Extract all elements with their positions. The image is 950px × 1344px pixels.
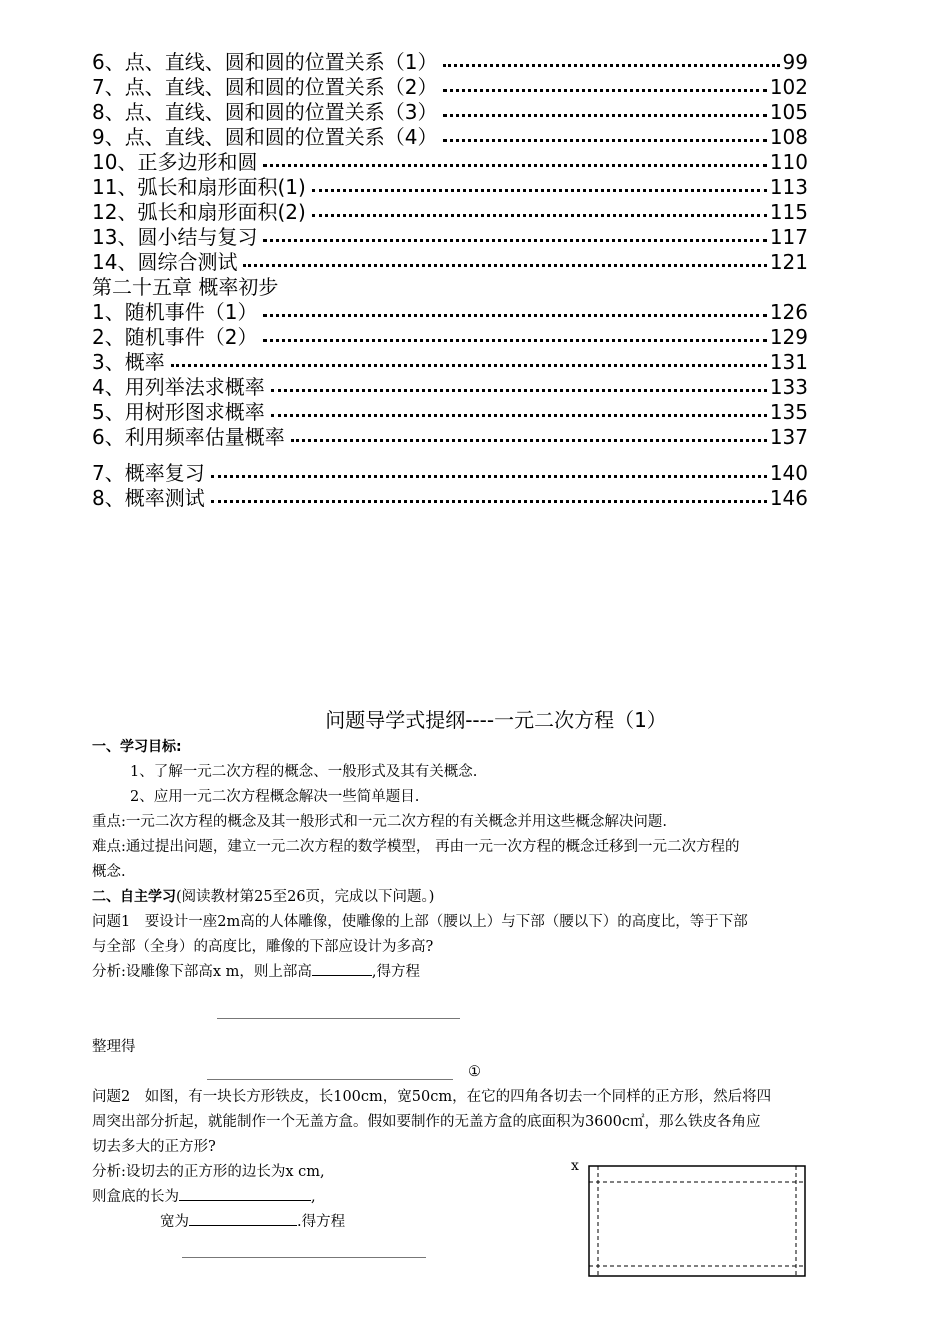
toc-row (92, 486, 808, 511)
width-suffix: .得方程 (297, 1214, 346, 1230)
toc-row (92, 50, 808, 75)
toc-page-number: 117 (769, 225, 808, 249)
toc-row (92, 325, 808, 350)
toc-entry-title: 14、圆综合测试 (92, 250, 238, 274)
toc-page-number: 99 (782, 50, 808, 74)
toc-page-number: 131 (769, 350, 808, 374)
toc-entry-title: 9、点、直线、圆和圆的位置关系（4） (92, 125, 438, 149)
toc-row (92, 125, 808, 150)
toc-page-number: 121 (769, 250, 808, 274)
toc-leader-dots (243, 264, 766, 267)
arrange-label: 整理得 (92, 1039, 136, 1055)
toc-page-number: 115 (769, 200, 808, 224)
toc-leader-dots (211, 475, 767, 478)
chapter-heading: 第二十五章 概率初步 (92, 275, 279, 299)
toc-row (92, 75, 808, 100)
toc-row (92, 250, 808, 275)
toc-leader-dots (443, 89, 766, 92)
self-study-row (92, 885, 860, 910)
toc-leader-dots (263, 164, 766, 167)
toc-page-number: 133 (769, 375, 808, 399)
toc-row (92, 461, 808, 486)
toc-page-number: 108 (769, 125, 808, 149)
question-2-line-2: 周突出部分折起，就能制作一个无盖方盒。假如要制作的无盖方盒的底面积为3600c㎡，那么铁皮各角应 (92, 1114, 761, 1130)
toc-entry-title: 7、点、直线、圆和圆的位置关系（2） (92, 75, 438, 99)
toc-leader-dots (171, 364, 767, 367)
q2-equation-blank[interactable] (182, 1257, 426, 1258)
goals-heading: 一、学习目标: (92, 739, 182, 755)
toc-row (92, 300, 808, 325)
toc-leader-dots (263, 239, 766, 242)
toc-page-number: 102 (769, 75, 808, 99)
toc-row (92, 225, 808, 250)
key-point: 重点:一元二次方程的概念及其一般形式和一元二次方程的有关概念并用这些概念解决问题. (92, 814, 667, 830)
toc-rows-circle (92, 50, 808, 275)
equation-blank[interactable] (217, 1018, 460, 1019)
toc-leader-dots (312, 189, 767, 192)
toc-leader-dots (443, 139, 766, 142)
toc-row (92, 175, 808, 200)
toc-entry-title: 13、圆小结与复习 (92, 225, 258, 249)
toc-entry-title: 3、概率 (92, 350, 165, 374)
toc-entry-title: 7、概率复习 (92, 461, 205, 485)
toc-entry-title: 4、用列举法求概率 (92, 375, 265, 399)
toc-leader-dots (271, 389, 767, 392)
width-blank[interactable] (189, 1211, 297, 1226)
question-2-analysis: 分析:设切去的正方形的边长为x cm, (92, 1164, 325, 1180)
toc-page-number: 135 (769, 400, 808, 424)
upper-height-blank[interactable] (312, 961, 372, 976)
question-1-line-1: 问题1 要设计一座2m高的人体雕像，使雕像的上部（腰以上）与下部（腰以下）的高度比，等于下部 (92, 914, 748, 930)
question-1-line-2: 与全部（全身）的高度比，雕像的下部应设计为多高? (92, 939, 434, 955)
sheet-diagram (588, 1165, 806, 1277)
toc-entry-title: 6、点、直线、圆和圆的位置关系（1） (92, 50, 438, 74)
goal-2: 2、应用一元二次方程概念解决一些简单题目. (130, 789, 420, 805)
toc-entry-title: 6、利用频率估量概率 (92, 425, 285, 449)
toc-entry-title: 5、用树形图求概率 (92, 400, 265, 424)
length-suffix: , (311, 1189, 316, 1205)
question-2-line-1: 问题2 如图，有一块长方形铁皮，长100cm，宽50cm，在它的四角各切去一个同样的正方形，然后将四 (92, 1089, 772, 1105)
equation-number: ① (468, 1064, 481, 1080)
toc-entry-title: 2、随机事件（2） (92, 325, 258, 349)
toc-entry-title: 10、正多边形和圆 (92, 150, 258, 174)
toc-leader-dots (443, 114, 766, 117)
toc-entry-title: 11、弧长和扇形面积(1) (92, 175, 306, 199)
toc-row (92, 400, 808, 425)
toc-row (92, 375, 808, 400)
arranged-equation-row (92, 1060, 860, 1085)
toc-leader-dots (263, 339, 766, 342)
question-1-analysis (92, 960, 860, 985)
q1-analysis-text-b: ,得方程 (371, 964, 421, 980)
toc-leader-dots (263, 314, 766, 317)
toc-page-number: 146 (769, 486, 808, 510)
length-blank[interactable] (179, 1186, 311, 1201)
toc-page-number: 113 (769, 175, 808, 199)
equation-blank-row (92, 985, 860, 1035)
width-label: 宽为 (160, 1214, 189, 1230)
lesson-title: 问题导学式提纲----一元二次方程（1） (325, 708, 667, 732)
toc-row (92, 150, 808, 175)
toc-page-number: 140 (769, 461, 808, 485)
toc-row (92, 100, 808, 125)
toc-page-number: 129 (769, 325, 808, 349)
toc-leader-dots (443, 64, 779, 67)
toc-page-number: 110 (769, 150, 808, 174)
figure-x-label: x (571, 1158, 579, 1174)
q1-analysis-text: 分析:设雕像下部高x m，则上部高 (92, 964, 312, 980)
toc-page-number: 137 (769, 425, 808, 449)
difficulty-line-2: 概念. (92, 864, 126, 880)
self-study-note: (阅读教材第25至26页，完成以下问题。) (176, 889, 435, 905)
toc-row (92, 200, 808, 225)
table-of-contents (92, 50, 808, 511)
goal-1: 1、了解一元二次方程的概念、一般形式及其有关概念. (130, 764, 478, 780)
toc-row (92, 425, 808, 450)
length-label: 则盒底的长为 (92, 1189, 179, 1205)
toc-rows-probability (92, 300, 808, 511)
toc-page-number: 105 (769, 100, 808, 124)
toc-page-number: 126 (769, 300, 808, 324)
toc-leader-dots (271, 414, 767, 417)
toc-entry-title: 8、点、直线、圆和圆的位置关系（3） (92, 100, 438, 124)
toc-leader-dots (291, 439, 767, 442)
toc-entry-title: 1、随机事件（1） (92, 300, 258, 324)
question-2-line-3: 切去多大的正方形? (92, 1139, 216, 1155)
toc-leader-dots (211, 500, 767, 503)
toc-entry-title: 8、概率测试 (92, 486, 205, 510)
toc-entry-title: 12、弧长和扇形面积(2) (92, 200, 306, 224)
toc-row (92, 350, 808, 375)
difficulty-line-1: 难点:通过提出问题，建立一元二次方程的数学模型， 再由一元一次方程的概念迁移到一元二次方程的 (92, 839, 740, 855)
arranged-equation-blank[interactable] (207, 1079, 453, 1080)
self-study-heading: 二、自主学习 (92, 889, 176, 905)
toc-leader-dots (312, 214, 767, 217)
